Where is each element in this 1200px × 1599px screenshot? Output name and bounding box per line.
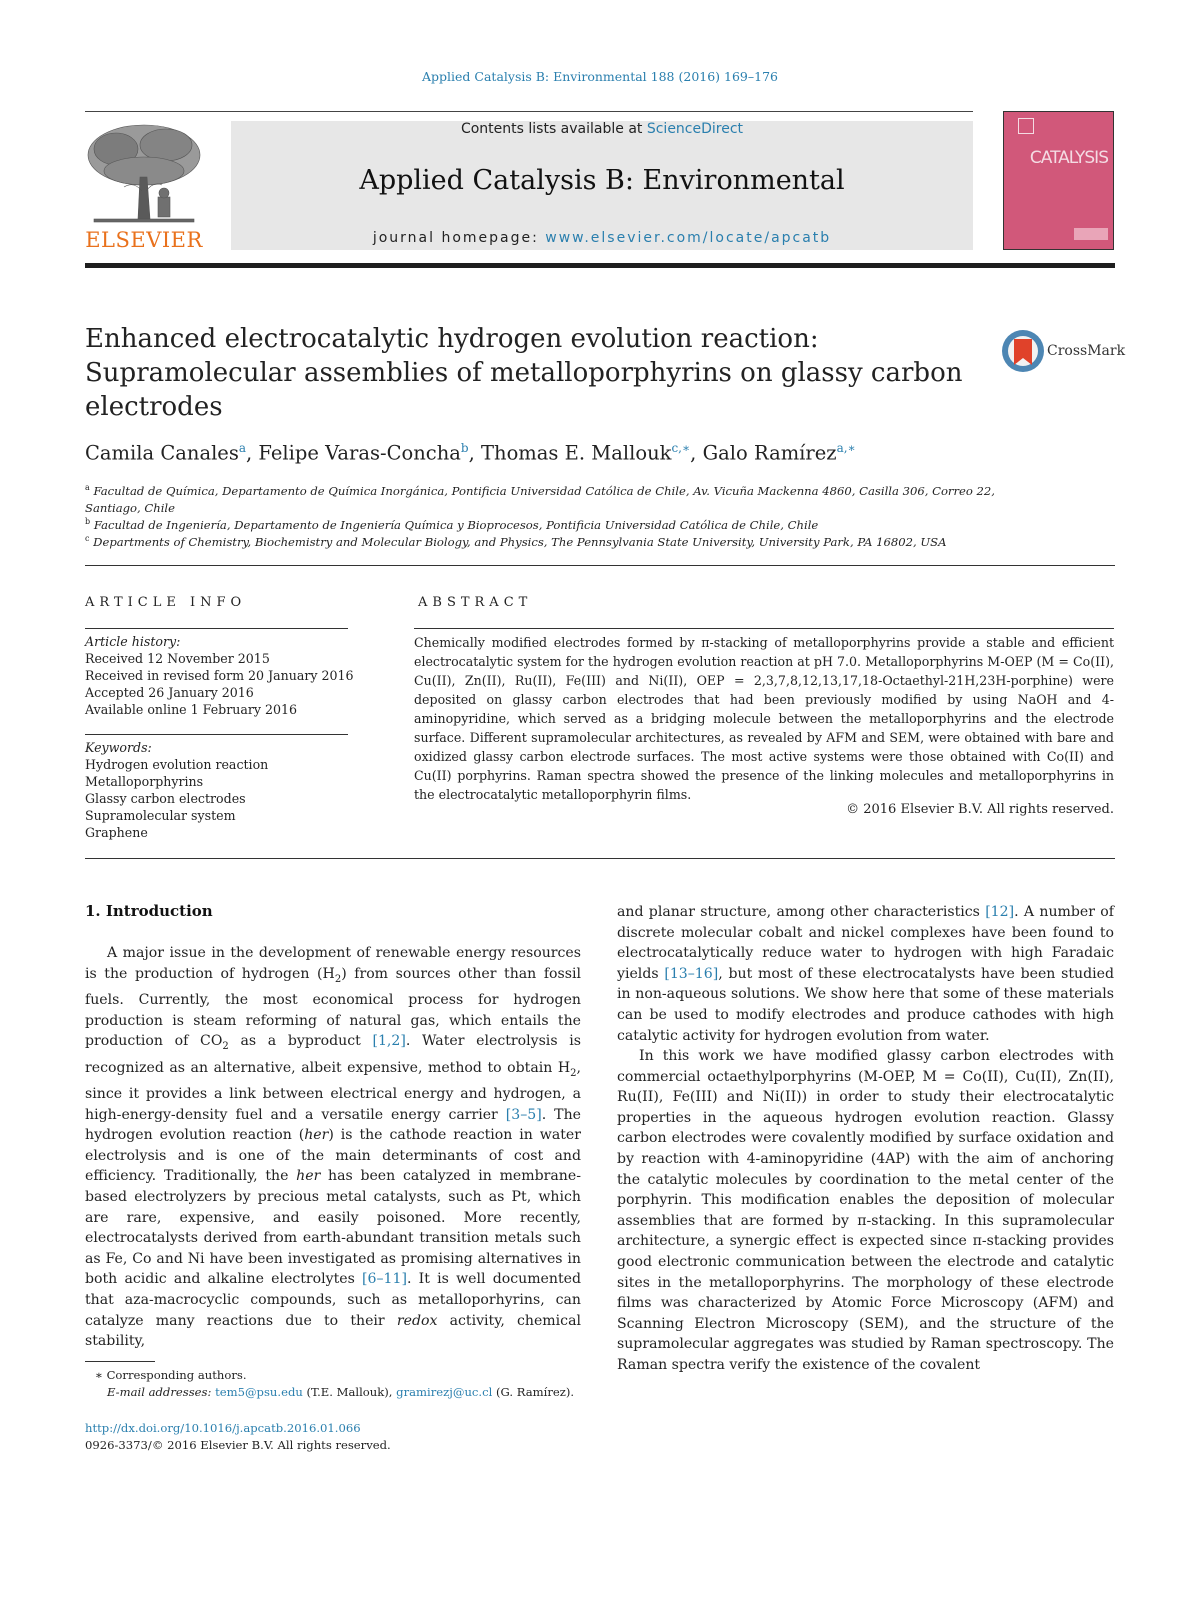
author-name[interactable]: Camila Canales [85, 441, 239, 465]
author-name[interactable]: Felipe Varas-Concha [258, 441, 461, 465]
text-run: has been catalyzed in membrane-based electrolyzers by precious metal catalysts, such as Pt, which are rare, expensive, and easily poisoned. More recently, electrocatalysts derived from earth-abundant transition metals such as Fe, Co and Ni have been investigated as promising alternatives in both acidic and alkaline electrolytes [85, 1168, 581, 1288]
author-affil-marker[interactable]: c,∗ [671, 441, 691, 455]
history-item: Received in revised form 20 January 2016 [85, 668, 354, 683]
sciencedirect-link[interactable]: ScienceDirect [646, 121, 744, 137]
reference-link[interactable]: [6–11] [362, 1271, 407, 1288]
header-top-rule [85, 111, 973, 112]
text-run: . Water electrolysis is recognized as an alternative, albeit expensive, method to obtain H [85, 1033, 581, 1076]
cover-badge-icon [1074, 228, 1108, 240]
text-run: ) is the cathode reaction in water electrolysis and is one of the main determinants of cost and efficiency. Traditionally, the [85, 1127, 581, 1185]
author-name[interactable]: Thomas E. Mallouk [481, 441, 672, 465]
email-owner: (G. Ramírez). [492, 1385, 575, 1399]
abstract-copyright: © 2016 Elsevier B.V. All rights reserved. [846, 802, 1114, 817]
author-affil-marker[interactable]: b [460, 441, 469, 455]
author-affil-marker[interactable]: a,∗ [836, 441, 856, 455]
article-title-line: electrodes [85, 392, 223, 422]
cover-label: CATALYSIS [1029, 148, 1108, 168]
keywords-label: Keywords: [85, 740, 152, 755]
keyword-item: Glassy carbon electrodes [85, 791, 246, 806]
text-run: activity, chemical stability, [85, 1312, 581, 1350]
article-title [85, 322, 965, 424]
article-title-line: Supramolecular assemblies of metalloporphyrins on glassy carbon [85, 358, 963, 388]
issn-copyright: 0926-3373/© 2016 Elsevier B.V. All rights reserved. [85, 1438, 391, 1452]
doi-link[interactable] [85, 1420, 361, 1436]
subscript: 2 [570, 1067, 577, 1079]
affiliation-marker: b [85, 517, 91, 526]
contents-line [231, 121, 973, 137]
intro-paragraph-3: In this work we have modified glassy carbon electrodes with commercial octaethylporphyrins (M-OEP, M = Co(II), Cu(II), Zn(II), Ru(II), Fe(III) and Ni(II)) in order to study their electrocatalytic properties in the aqueous hydrogen evolution reaction. Glassy carbon electrodes were covalently modified by surface oxidation and by reaction with 4-aminopyridine (4AP) with the aim of anchoring the catalytic molecules by coordination to the metal center of the porphyrin. This modification enables the deposition of molecular assemblies that are formed by π-stacking. In this supramolecular architecture, a synergic effect is expected since π-stacking provides good electronic communication between the electrode and catalytic sites in the metalloporphyrins. The morphology of these electrode films was characterized by Atomic Force Microscopy (AFM) and Scanning Electron Microscopy (SEM), and the structure of the supramolecular aggregates was studied by Raman spectroscopy. The Raman spectra verify the existence of the covalent [617, 1048, 1114, 1373]
header-bottom-rule [85, 263, 1115, 268]
keyword-item: Hydrogen evolution reaction [85, 757, 269, 772]
affiliation-a [85, 479, 1115, 517]
text-run: ) from sources other than fossil fuels. Currently, the most economical process for hydrogen production is steam reforming of natural gas, which entails the production of CO [85, 965, 581, 1050]
subscript: 2 [334, 973, 342, 985]
author-list: Camila Canales$^a$, Felipe Varas-Concha$^b$, Thomas E. Mallouk$^{c,∗}$, Galo Ramírez$^{a,∗}$ [85, 441, 856, 465]
email-label: E-mail addresses: [107, 1385, 216, 1399]
divider [85, 858, 1115, 859]
divider [85, 734, 348, 735]
journal-citation[interactable]: Applied Catalysis B: Environmental 188 (2016) 169–176 [422, 69, 778, 84]
affiliation-text-cont: Santiago, Chile [85, 500, 175, 515]
crossmark-label[interactable]: CrossMark [1047, 343, 1126, 359]
author-affil-marker[interactable]: a [238, 441, 247, 455]
cover-logo-icon [1018, 118, 1034, 134]
footnote-rule [85, 1361, 155, 1362]
history-item: Accepted 26 January 2016 [85, 685, 254, 700]
reference-link[interactable]: [12] [985, 904, 1015, 920]
section-heading-introduction: 1. Introduction [85, 902, 213, 920]
italic-term: her [296, 1168, 321, 1185]
author-name[interactable]: Galo Ramírez [702, 441, 837, 465]
intro-paragraph-1 [85, 943, 581, 1352]
text-run: , but most of these electrocatalysts have been studied in non-aqueous solutions. We show here that some of these materials can be used to modify electrodes and produce cathodes with high catalytic activity for hydrogen evolution from water. [617, 965, 1114, 1044]
affiliation-c [85, 530, 1115, 551]
text-run: . A number of discrete molecular cobalt and nickel complexes have been found to electrocatalytically reduce water to hydrogen with high Faradaic yields [617, 904, 1114, 982]
keyword-item: Supramolecular system [85, 808, 236, 823]
text-run: . It is well documented that aza-macrocyclic compounds, such as metalloporhyrins, can catalyze many reactions due to their [85, 1271, 582, 1329]
elsevier-tree-logo [84, 121, 204, 227]
text-run: . The hydrogen evolution reaction ( [85, 1106, 582, 1144]
contents-prefix: Contents lists available at [460, 121, 647, 137]
divider [85, 628, 348, 629]
article-title-line: Enhanced electrocatalytic hydrogen evolution reaction: [85, 324, 819, 354]
divider [414, 628, 1114, 629]
doi-text[interactable]: http://dx.doi.org/10.1016/j.apcatb.2016.01.066 [85, 1421, 361, 1435]
reference-link[interactable]: [3–5] [505, 1106, 542, 1123]
text-run: , since it provides a link between electrical energy and hydrogen, a high-energy-density fuel and a versatile energy carrier [85, 1059, 581, 1123]
text-run: and planar structure, among other characteristics [617, 904, 986, 920]
abstract-text: Chemically modified electrodes formed by π-stacking of metalloporphyrins provide a stable and efficient electrocatalytic system for the hydrogen evolution reaction at pH 7.0. Metalloporphyrins M-OEP (M = Co(II), Cu(II), Zn(II), Ru(II), Fe(III) and Ni(II), OEP = 2,3,7,8,12,13,17,18-Octaethyl-21H,23H-porphine) were deposited on glassy carbon electrodes that had been previously modified by using NaOH and 4-aminopyridine, which served as a bridging molecule between the metalloporphyrins and the electrode surface. Different supramolecular architectures, as revealed by AFM and SEM, were obtained with bare and oxidized glassy carbon electrode surfaces. The most active systems were those obtained with Co(II) and Cu(II) porphyrins. Raman spectra showed the presence of the linking molecules and metalloporphyrins in the electrocatalytic metalloporphyrin films. [414, 635, 1114, 802]
email-link[interactable]: gramirezj@uc.cl [396, 1385, 493, 1399]
email-link[interactable]: tem5@psu.edu [215, 1385, 303, 1399]
abstract-heading: ABSTRACT [418, 595, 533, 610]
history-item: Available online 1 February 2016 [85, 702, 298, 717]
history-item: Received 12 November 2015 [85, 651, 270, 666]
text-run: as a byproduct [228, 1033, 373, 1050]
affiliation-text: Facultad de Ingeniería, Departamento de Ingeniería Química y Bioprocesos, Pontificia Universidad Católica de Chile, Chile [93, 517, 819, 532]
subscript: 2 [222, 1041, 229, 1052]
journal-cover-thumbnail[interactable] [1003, 111, 1114, 250]
article-info-heading: ARTICLE INFO [85, 595, 247, 610]
affiliation-text: Facultad de Química, Departamento de Química Inorgánica, Pontificia Universidad Católica de Chile, Av. Vicuña Mackenna 4860, Casilla 306, Correo 22, [93, 483, 995, 498]
keywords [85, 739, 268, 841]
italic-term: redox [396, 1312, 438, 1329]
italic-term: her [304, 1127, 329, 1144]
reference-link[interactable]: [1,2] [372, 1033, 406, 1050]
crossmark-icon[interactable] [1001, 329, 1045, 373]
reference-link[interactable]: [13–16] [664, 965, 719, 982]
journal-homepage [231, 230, 973, 246]
homepage-link[interactable]: www.elsevier.com/locate/apcatb [545, 230, 832, 246]
keyword-item: Graphene [85, 825, 148, 840]
divider [85, 565, 1115, 566]
affiliation-text: Departments of Chemistry, Biochemistry and Molecular Biology, and Physics, The Pennsylvania State University, University Park, PA 16802, USA [93, 534, 947, 549]
affiliation-marker: c [85, 534, 90, 543]
homepage-prefix: journal homepage: [372, 230, 546, 246]
elsevier-wordmark: ELSEVIER [85, 228, 203, 252]
affiliation-marker: a [85, 483, 90, 492]
article-history [85, 633, 354, 718]
article-history-label: Article history: [85, 634, 181, 649]
intro-paragraph-2 [617, 902, 1114, 1046]
email-owner: (T.E. Mallouk), [302, 1385, 397, 1399]
journal-title: Applied Catalysis B: Environmental [359, 165, 845, 196]
email-addresses [107, 1384, 574, 1400]
corresponding-authors-note: ∗ Corresponding authors. [95, 1368, 247, 1382]
text-run: A major issue in the development of renewable energy resources is the production of hydrogen (H [85, 945, 581, 982]
keyword-item: Metalloporphyrins [85, 774, 204, 789]
